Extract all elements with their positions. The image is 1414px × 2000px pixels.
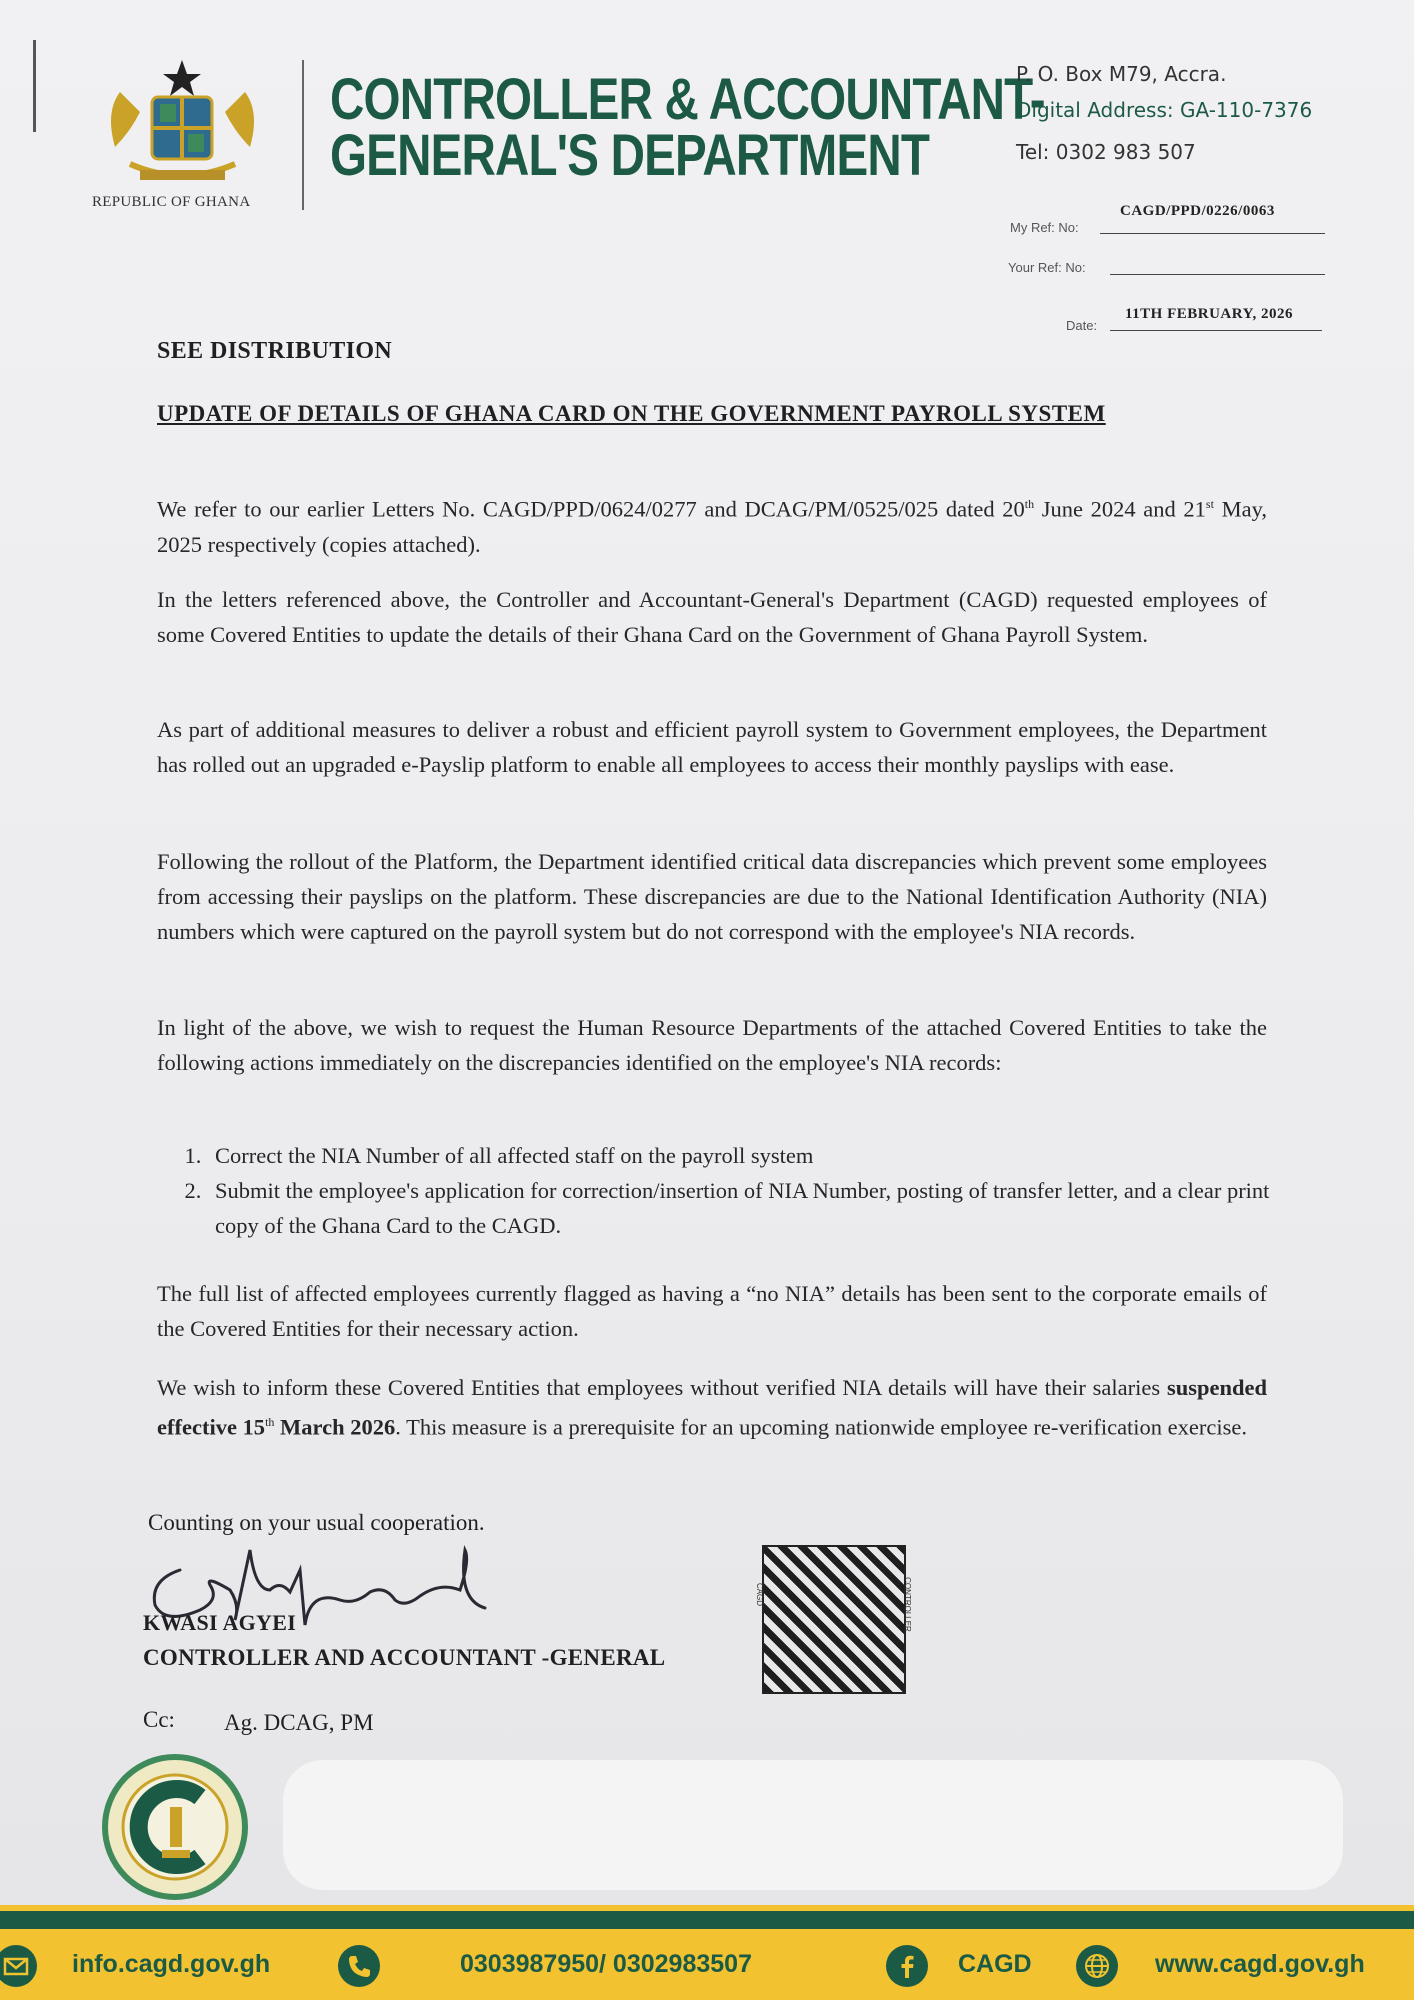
department-name-line2: GENERAL'S DEPARTMENT bbox=[330, 123, 930, 188]
paragraph-6: The full list of affected employees currently flagged as having a “no NIA” details has been sent to the corporate emails of the Covered Entities for their necessary action. bbox=[157, 1281, 1267, 1341]
p1-sup-2: st bbox=[1205, 497, 1214, 511]
paragraph-4: Following the rollout of the Platform, the Department identified critical data discrepancies which prevent some employees from accessing their payslips on the platform. These discrepancies are due to the National Identification Authority (NIA) numbers which were captured on the payroll system but do not correspond with the employee's NIA records. bbox=[157, 849, 1267, 944]
paragraph-3: As part of additional measures to deliver a robust and efficient payroll system to Government employees, the Department has rolled out an upgraded e-Payslip platform to enable all employees to access their monthly payslips with ease. bbox=[157, 717, 1267, 777]
digital-address: Digital Address: GA-110-7376 bbox=[1016, 98, 1313, 122]
footer-phone[interactable]: 0303987950/ 0302983507 bbox=[460, 1950, 752, 1978]
paragraph-5: In light of the above, we wish to request the Human Resource Departments of the attached Covered Entities to take the following actions immediately on the discrepancies identified on the employee's NIA records: bbox=[157, 1015, 1267, 1075]
qr-side-mark: CONTROLLER bbox=[902, 1577, 912, 1632]
globe-icon bbox=[1076, 1945, 1118, 1987]
p7-sup: th bbox=[265, 1415, 275, 1429]
paragraph-1 bbox=[157, 487, 1267, 562]
signer-name: KWASI AGYEI bbox=[143, 1610, 297, 1635]
watermark-band bbox=[283, 1760, 1343, 1890]
your-ref-line bbox=[1110, 274, 1325, 275]
p7-part-a: We wish to inform these Covered Entities that employees without verified NIA details will have their salaries bbox=[157, 1375, 1167, 1400]
qr-seal bbox=[762, 1545, 906, 1694]
your-ref-label: Your Ref: No: bbox=[1008, 260, 1086, 275]
phone-icon bbox=[338, 1945, 380, 1987]
department-name-line1: CONTROLLER & ACCOUNTANT- bbox=[330, 67, 1045, 132]
my-ref-label: My Ref: No: bbox=[1010, 220, 1079, 235]
action-item: 1. Correct the NIA Number of all affected staff on the payroll system bbox=[207, 1138, 1317, 1173]
p7-bold: suspended effective 15 bbox=[157, 1375, 1267, 1440]
facebook-icon bbox=[886, 1945, 928, 1987]
cc-label: Cc: bbox=[143, 1707, 175, 1732]
p1-part-a: We refer to our earlier Letters No. CAGD/PPD/0624/0277 and DCAG/PM/0525/025 dated 20 bbox=[157, 496, 1025, 522]
p1-part-b: June 2024 and 21 bbox=[1034, 496, 1206, 522]
department-name bbox=[330, 67, 1045, 188]
margin-mark bbox=[33, 40, 36, 132]
my-ref-line bbox=[1100, 233, 1325, 234]
date-value: 11TH FEBRUARY, 2026 bbox=[1125, 306, 1294, 322]
footer-green-strip bbox=[0, 1911, 1414, 1929]
republic-label: REPUBLIC OF GHANA bbox=[92, 194, 251, 210]
p1-part-c: May, 2025 respectively (copies attached). bbox=[157, 496, 1267, 557]
action-item: 2. Submit the employee's application for correction/insertion of NIA Number, posting of transfer letter, and a clear print copy of the Ghana Card to the CAGD. bbox=[207, 1173, 1317, 1243]
qr-side-mark: CAGD bbox=[755, 1582, 765, 1607]
po-box: P. O. Box M79, Accra. bbox=[1016, 62, 1227, 86]
addressee: SEE DISTRIBUTION bbox=[157, 338, 393, 364]
signer-title: CONTROLLER AND ACCOUNTANT -GENERAL bbox=[143, 1645, 666, 1670]
closing-line: Counting on your usual cooperation. bbox=[148, 1510, 485, 1535]
paragraph-2: In the letters referenced above, the Controller and Accountant-General's Department (CAGD) requested employees of some Covered Entities to update the details of their Ghana Card on the Government of Ghana Payroll System. bbox=[157, 587, 1267, 647]
footer-website[interactable]: www.cagd.gov.gh bbox=[1155, 1950, 1365, 1978]
subject-heading: UPDATE OF DETAILS OF GHANA CARD ON THE GOVERNMENT PAYROLL SYSTEM bbox=[157, 401, 1106, 426]
cagd-logo-icon bbox=[100, 1752, 250, 1902]
paragraph-7 bbox=[157, 1370, 1267, 1445]
telephone: Tel: 0302 983 507 bbox=[1016, 140, 1196, 164]
action-list bbox=[157, 1138, 1317, 1243]
p7-part-c: . This measure is a prerequisite for an upcoming nationwide employee re-verification exercise. bbox=[395, 1414, 1248, 1440]
coat-of-arms-icon bbox=[100, 52, 265, 192]
p7-bold-2: March 2026 bbox=[274, 1414, 396, 1440]
footer-facebook[interactable]: CAGD bbox=[958, 1950, 1032, 1978]
p1-sup-1: th bbox=[1024, 497, 1035, 511]
date-label: Date: bbox=[1066, 318, 1098, 333]
date-line bbox=[1110, 330, 1322, 331]
cc-value: Ag. DCAG, PM bbox=[224, 1710, 374, 1735]
my-ref-value: CAGD/PPD/0226/0063 bbox=[1120, 203, 1275, 219]
footer-email[interactable]: info.cagd.gov.gh bbox=[72, 1950, 271, 1978]
header-divider bbox=[302, 60, 304, 210]
